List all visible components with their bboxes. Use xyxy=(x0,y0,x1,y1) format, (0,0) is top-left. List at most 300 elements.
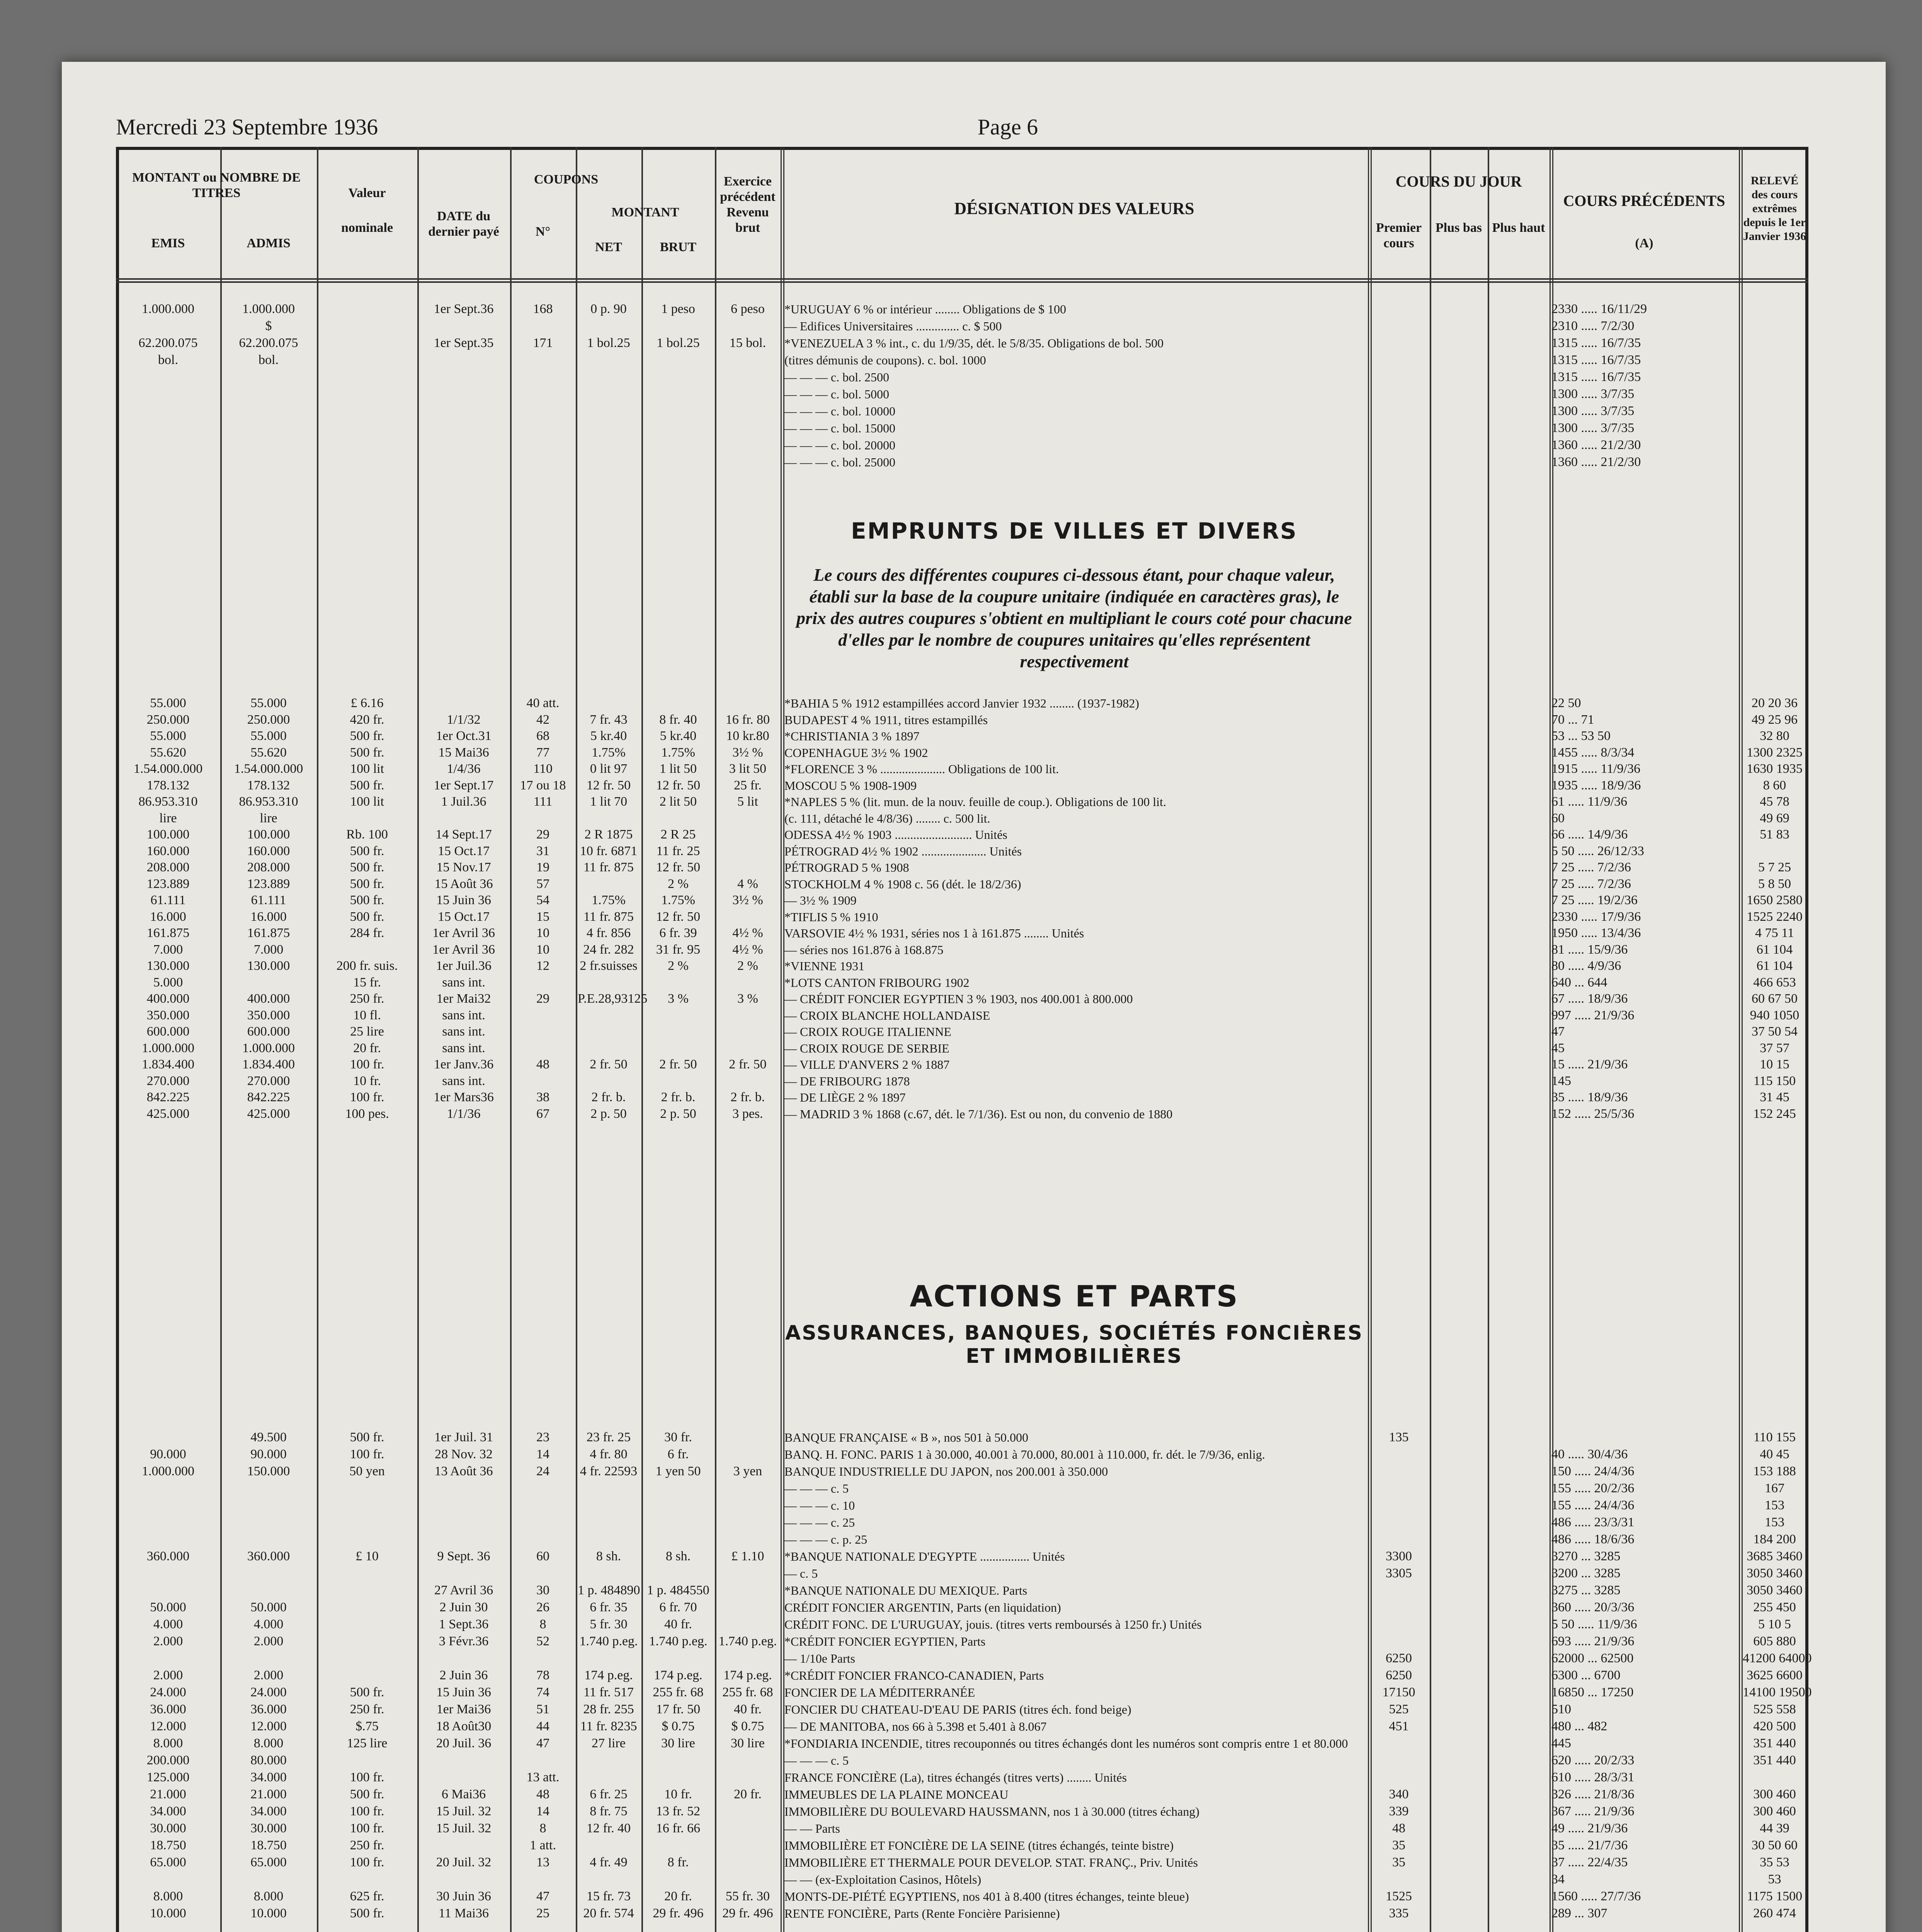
cell-date: 15 Nov.17 xyxy=(436,860,491,874)
cell-jour: 3305 xyxy=(1386,1566,1412,1580)
cell-date: sans int. xyxy=(442,1073,485,1088)
cell-rel: 351 440 xyxy=(1753,1736,1796,1750)
header-rule xyxy=(116,281,1808,283)
cell-admis: 1.54.000.000 xyxy=(234,762,303,776)
cell-prec: 7 25 ..... 7/2/36 xyxy=(1551,876,1631,891)
cell-emis: 16.000 xyxy=(150,909,186,924)
cell-val: 500 fr. xyxy=(350,778,384,793)
cell-val: 15 fr. xyxy=(353,975,381,990)
cell-des: — — — c. bol. 5000 xyxy=(784,387,890,401)
cell-emis: 125.000 xyxy=(146,1770,190,1784)
cell-date: 18 Août30 xyxy=(436,1719,492,1733)
header-no: N° xyxy=(535,224,551,239)
cell-admis: 65.000 xyxy=(250,1855,287,1869)
cell-prec: 360 ..... 20/3/36 xyxy=(1551,1600,1635,1614)
cell-prec: 1455 ..... 8/3/34 xyxy=(1551,745,1635,760)
cell-admis: 2.000 xyxy=(253,1668,284,1682)
cell-brut: 1.75% xyxy=(661,893,695,907)
cell-admis: 400.000 xyxy=(247,992,290,1006)
cell-no: 52 xyxy=(536,1634,549,1648)
cell-brut: 1 lit 50 xyxy=(659,762,697,776)
cell-prec: 486 ..... 18/6/36 xyxy=(1551,1532,1635,1546)
cell-rel: 40 45 xyxy=(1760,1447,1789,1461)
section-assurances: ASSURANCES, BANQUES, SOCIÉTÉS FONCIÈRES ET IMMOBILIÈRES xyxy=(785,1321,1363,1368)
cell-emis: 18.750 xyxy=(150,1838,186,1852)
cell-emis: lire xyxy=(159,811,177,825)
cell-prec: 3270 ... 3285 xyxy=(1551,1549,1621,1563)
cell-date: 1er Janv.36 xyxy=(434,1057,494,1071)
cell-des: — MADRID 3 % 1868 (c.67, dét. le 7/1/36). Est ou non, du convenio de 1880 xyxy=(784,1107,1173,1121)
cell-val: 500 fr. xyxy=(350,745,384,760)
cell-net: 11 fr. 517 xyxy=(583,1685,634,1699)
cell-emis: 123.889 xyxy=(146,876,190,891)
col-separator xyxy=(1430,147,1431,1932)
header-admis: ADMIS xyxy=(247,236,291,250)
cell-admis: 123.889 xyxy=(247,876,290,891)
cell-rev: 2 fr. b. xyxy=(730,1090,765,1104)
cell-admis: 360.000 xyxy=(247,1549,290,1563)
cell-des: *TIFLIS 5 % 1910 xyxy=(784,910,878,924)
cell-prec: 66 ..... 14/9/36 xyxy=(1551,827,1628,842)
cell-des: (c. 111, détaché le 4/8/36) ........ c. 500 lit. xyxy=(784,811,990,825)
header-cours-jour: COURS DU JOUR xyxy=(1395,173,1522,190)
cell-admis: bol. xyxy=(259,353,279,367)
cell-des: *FONDIARIA INCENDIE, titres recouponnés ou titres échangés dont les numéros sont compris entre 1 et 80.000 xyxy=(784,1736,1348,1750)
cell-emis: 360.000 xyxy=(146,1549,190,1563)
cell-emis: 50.000 xyxy=(150,1600,186,1614)
cell-date: 15 Juin 36 xyxy=(436,1685,491,1699)
cell-net: 20 fr. 574 xyxy=(583,1906,634,1920)
header-exercice: Exercice précédent Revenu brut xyxy=(720,174,776,235)
cell-date: 28 Nov. 32 xyxy=(435,1447,493,1461)
cell-val: 500 fr. xyxy=(350,876,384,891)
cell-prec: 1315 ..... 16/7/35 xyxy=(1551,336,1641,350)
cell-prec: 1315 ..... 16/7/35 xyxy=(1551,370,1641,384)
cell-brut: 2 R 25 xyxy=(660,827,696,842)
cell-date: 1er Juil. 31 xyxy=(434,1430,493,1444)
cell-rel: 466 653 xyxy=(1753,975,1796,990)
cell-admis: 150.000 xyxy=(247,1464,290,1478)
cell-prec: 62000 ... 62500 xyxy=(1551,1651,1634,1665)
cell-des: *BAHIA 5 % 1912 estampillées accord Janvier 1932 ........ (1937-1982) xyxy=(784,696,1140,710)
cell-no: 57 xyxy=(536,876,549,891)
cell-admis: 161.875 xyxy=(247,926,290,940)
cell-des: *NAPLES 5 % (lit. mun. de la nouv. feuille de coup.). Obligations de 100 lit. xyxy=(784,795,1166,809)
cell-no: 29 xyxy=(536,827,549,842)
cell-admis: 425.000 xyxy=(247,1106,290,1121)
cell-des: *BANQUE NATIONALE DU MEXIQUE. Parts xyxy=(784,1583,1027,1597)
cell-rev: 10 kr.80 xyxy=(726,729,769,743)
cell-emis: 34.000 xyxy=(150,1804,186,1818)
cell-admis: 10.000 xyxy=(250,1906,287,1920)
cell-rev: 30 lire xyxy=(731,1736,765,1750)
cell-des: — — — c. 5 xyxy=(784,1753,849,1767)
cell-brut: 13 fr. 52 xyxy=(656,1804,701,1818)
cell-date: 1 Juil.36 xyxy=(441,794,486,809)
cell-des: CRÉDIT FONCIER ARGENTIN, Parts (en liquidation) xyxy=(784,1600,1061,1614)
cell-rel: 37 50 54 xyxy=(1752,1024,1798,1039)
cell-rel: 32 80 xyxy=(1760,729,1789,743)
cell-jour: 135 xyxy=(1389,1430,1409,1444)
cell-date: 1er Oct.31 xyxy=(436,729,492,743)
cell-date: 15 Oct.17 xyxy=(437,844,490,858)
cell-rel: 260 474 xyxy=(1753,1906,1796,1920)
cell-rel: 44 39 xyxy=(1760,1821,1789,1835)
cell-emis: 4.000 xyxy=(153,1617,183,1631)
cell-net: 8 fr. 75 xyxy=(590,1804,628,1818)
cell-des: *CRÉDIT FONCIER EGYPTIEN, Parts xyxy=(784,1634,986,1648)
cell-jour: 17150 xyxy=(1382,1685,1415,1699)
cell-rel: 153 188 xyxy=(1753,1464,1796,1478)
cell-brut: 174 p.eg. xyxy=(654,1668,702,1682)
cell-prec: 1300 ..... 3/7/35 xyxy=(1551,387,1635,401)
cell-rel: 8 60 xyxy=(1763,778,1786,793)
cell-no: 12 xyxy=(536,959,549,973)
cell-des: — — — c. 25 xyxy=(784,1515,855,1529)
cell-rev: 25 fr. xyxy=(734,778,762,793)
cell-net: 15 fr. 73 xyxy=(586,1889,631,1903)
cell-brut: $ 0.75 xyxy=(662,1719,695,1733)
cell-des: (titres démunis de coupons). c. bol. 1000 xyxy=(784,353,986,367)
cell-net: 0 p. 90 xyxy=(590,302,627,316)
cell-brut: 17 fr. 50 xyxy=(656,1702,701,1716)
cell-net: 1 lit 70 xyxy=(590,794,628,809)
cell-date: 1er Sept.35 xyxy=(434,336,494,350)
cell-net: 5 fr. 30 xyxy=(590,1617,628,1631)
cell-brut: 16 fr. 66 xyxy=(656,1821,701,1835)
cell-emis: 24.000 xyxy=(150,1685,186,1699)
cell-brut: 3 % xyxy=(668,992,689,1006)
header-a: (A) xyxy=(1635,236,1653,250)
cell-brut: 12 fr. 50 xyxy=(656,778,701,793)
cell-emis: 90.000 xyxy=(150,1447,186,1461)
cell-admis: 55.620 xyxy=(250,745,287,760)
cell-date: 11 Mai36 xyxy=(438,1906,489,1920)
cell-admis: 62.200.075 xyxy=(239,336,298,350)
cell-brut: 6 fr. 70 xyxy=(659,1600,697,1614)
cell-rel: 20 20 36 xyxy=(1752,696,1798,710)
cell-net: 174 p.eg. xyxy=(584,1668,633,1682)
cell-date: 1/4/36 xyxy=(447,762,481,776)
cell-des: — VILLE D'ANVERS 2 % 1887 xyxy=(784,1058,950,1071)
cell-emis: 21.000 xyxy=(150,1787,186,1801)
cell-rel: 45 78 xyxy=(1760,794,1789,809)
cell-val: 25 lire xyxy=(350,1024,384,1039)
cell-date: 15 Juil. 32 xyxy=(436,1821,492,1835)
cell-admis: 30.000 xyxy=(250,1821,287,1835)
cell-rel: 420 500 xyxy=(1753,1719,1796,1733)
cell-emis: 100.000 xyxy=(146,827,190,842)
cell-emis: 55.000 xyxy=(150,696,186,710)
cell-no: 8 xyxy=(539,1617,546,1631)
cell-jour: 3300 xyxy=(1386,1549,1412,1563)
header-date: DATE du dernier payé xyxy=(428,209,499,239)
cell-no: 48 xyxy=(536,1787,549,1801)
cell-emis: 10.000 xyxy=(150,1906,186,1920)
cell-emis: 55.000 xyxy=(150,729,186,743)
cell-admis: 61.111 xyxy=(251,893,286,907)
cell-brut: 20 fr. xyxy=(664,1889,692,1903)
cell-des: — — — c. p. 25 xyxy=(784,1532,867,1546)
cell-prec: 53 ... 53 50 xyxy=(1551,729,1611,743)
cell-no: 77 xyxy=(536,745,549,760)
cell-rel: 10 15 xyxy=(1760,1057,1789,1071)
cell-rel: 525 558 xyxy=(1753,1702,1796,1716)
cell-rel: 49 25 96 xyxy=(1752,712,1798,727)
cell-des: BUDAPEST 4 % 1911, titres estampillés xyxy=(784,713,988,727)
cell-rev: 40 fr. xyxy=(734,1702,762,1716)
cell-admis: 2.000 xyxy=(253,1634,284,1648)
cell-rel: 153 xyxy=(1765,1498,1784,1512)
cell-admis: 100.000 xyxy=(247,827,290,842)
cell-no: 29 xyxy=(536,992,549,1006)
cell-rel: 14100 19500 xyxy=(1743,1685,1812,1699)
col-separator xyxy=(220,147,222,1932)
cell-admis: 1.000.000 xyxy=(242,1041,295,1055)
cell-emis: 12.000 xyxy=(150,1719,186,1733)
cell-admis: 49.500 xyxy=(250,1430,287,1444)
header-coupons: COUPONS xyxy=(534,172,599,187)
col-separator xyxy=(1739,147,1743,1932)
cell-prec: 1915 ..... 11/9/36 xyxy=(1551,762,1641,776)
cell-emis: 7.000 xyxy=(153,942,183,957)
header-cours-precedents: COURS PRÉCÉDENTS xyxy=(1563,192,1725,209)
cell-rel: 351 440 xyxy=(1753,1753,1796,1767)
cell-rel: 37 57 xyxy=(1760,1041,1789,1055)
cell-rev: 5 lit xyxy=(737,794,758,809)
cell-rev: 3½ % xyxy=(732,745,763,760)
cell-admis: 8.000 xyxy=(253,1889,284,1903)
cell-net: 4 fr. 49 xyxy=(590,1855,628,1869)
cell-rev: 4½ % xyxy=(732,926,763,940)
cell-admis: 21.000 xyxy=(250,1787,287,1801)
cell-no: 23 xyxy=(536,1430,549,1444)
cell-des: MONTS-DE-PIÉTÉ EGYPTIENS, nos 401 à 8.400 (titres échanges, teinte bleue) xyxy=(784,1889,1189,1903)
cell-no: 14 xyxy=(536,1447,549,1461)
cell-prec: 34 xyxy=(1551,1872,1565,1886)
cell-brut: 5 kr.40 xyxy=(660,729,697,743)
cell-prec: 37 ..... 22/4/35 xyxy=(1551,1855,1628,1869)
cell-no: 111 xyxy=(533,794,553,809)
cell-date: 1er Sept.17 xyxy=(434,778,494,793)
cell-val: 10 fl. xyxy=(353,1008,381,1022)
cell-jour: 525 xyxy=(1389,1702,1409,1716)
cell-brut: 1 peso xyxy=(661,302,695,316)
cell-date: 13 Août 36 xyxy=(434,1464,493,1478)
cell-no: 31 xyxy=(536,844,549,858)
cell-brut: 30 lire xyxy=(661,1736,695,1750)
cell-rev: 1.740 p.eg. xyxy=(718,1634,777,1648)
cell-des: IMMOBILIÈRE ET THERMALE POUR DEVELOP. STAT. FRANÇ., Priv. Unités xyxy=(784,1855,1198,1869)
cell-des: — — — c. bol. 25000 xyxy=(784,455,896,469)
cell-rev: 3 pes. xyxy=(732,1106,763,1121)
cell-prec: 15 ..... 21/9/36 xyxy=(1551,1057,1628,1071)
cell-des: PÉTROGRAD 4½ % 1902 ..................... Unités xyxy=(784,844,1022,858)
cell-prec: 61 ..... 11/9/36 xyxy=(1551,794,1628,809)
header-nominale: nominale xyxy=(341,221,393,235)
cell-rel: 3625 6600 xyxy=(1747,1668,1803,1682)
cell-des: FONCIER DU CHATEAU-D'EAU DE PARIS (titres éch. fond beige) xyxy=(784,1702,1131,1716)
cell-no: 25 xyxy=(536,1906,549,1920)
cell-des: — — — c. 10 xyxy=(784,1498,855,1512)
header-net: NET xyxy=(595,240,622,254)
cell-rev: 2 % xyxy=(737,959,758,973)
cell-net: 2 fr.suisses xyxy=(580,959,638,973)
cell-date: 1er Mai32 xyxy=(436,992,491,1006)
cell-des: PÉTROGRAD 5 % 1908 xyxy=(784,861,909,874)
cell-des: VARSOVIE 4½ % 1931, séries nos 1 à 161.875 ........ Unités xyxy=(784,926,1084,940)
cell-net: 5 kr.40 xyxy=(590,729,627,743)
cell-emis: 160.000 xyxy=(146,844,190,858)
cell-des: — 1/10e Parts xyxy=(784,1651,856,1665)
cell-des: FRANCE FONCIÈRE (La), titres échangés (titres verts) ........ Unités xyxy=(784,1770,1127,1784)
cell-date: 3 Févr.36 xyxy=(439,1634,489,1648)
cell-emis: 1.000.000 xyxy=(142,1464,194,1478)
cell-des: STOCKHOLM 4 % 1908 c. 56 (dét. le 18/2/36) xyxy=(784,877,1021,891)
cell-emis: 270.000 xyxy=(146,1073,190,1088)
cell-rev: 3½ % xyxy=(732,893,763,907)
cell-no: 110 xyxy=(533,762,553,776)
cell-val: 200 fr. suis. xyxy=(336,959,398,973)
cell-rel: 3050 3460 xyxy=(1747,1566,1803,1580)
cell-val: 100 fr. xyxy=(350,1090,384,1104)
cell-admis: 55.000 xyxy=(250,729,287,743)
cell-prec: 693 ..... 21/9/36 xyxy=(1551,1634,1635,1648)
cell-date: 1/1/32 xyxy=(447,712,481,727)
cell-prec: 35 ..... 18/9/36 xyxy=(1551,1090,1628,1104)
cell-val: $.75 xyxy=(355,1719,379,1733)
cell-prec: 81 ..... 15/9/36 xyxy=(1551,942,1628,957)
header-montant: MONTANT ou NOMBRE DE TITRES xyxy=(132,170,301,200)
cell-no: 74 xyxy=(536,1685,549,1699)
cell-brut: 255 fr. 68 xyxy=(653,1685,704,1699)
cell-emis: 208.000 xyxy=(146,860,190,874)
cell-prec: 6300 ... 6700 xyxy=(1551,1668,1621,1682)
cell-admis: 270.000 xyxy=(247,1073,290,1088)
cell-net: 11 fr. 8235 xyxy=(580,1719,637,1733)
cell-net: 4 fr. 22593 xyxy=(580,1464,638,1478)
cell-date: 20 Juil. 32 xyxy=(436,1855,492,1869)
cell-val: 100 fr. xyxy=(350,1804,384,1818)
cell-rev: 4½ % xyxy=(732,942,763,957)
cell-no: 47 xyxy=(536,1889,549,1903)
cell-des: — — Parts xyxy=(784,1821,840,1835)
cell-rel: 61 104 xyxy=(1756,959,1793,973)
cell-prec: 367 ..... 21/9/36 xyxy=(1551,1804,1635,1818)
cell-prec: 7 25 ..... 7/2/36 xyxy=(1551,860,1631,874)
cell-prec: 70 ... 71 xyxy=(1551,712,1594,727)
cell-des: — — (ex-Exploitation Casinos, Hôtels) xyxy=(784,1872,981,1886)
cell-net: 12 fr. 50 xyxy=(586,778,631,793)
cell-date: 1er Avril 36 xyxy=(432,926,495,940)
cell-admis: 18.750 xyxy=(250,1838,287,1852)
cell-date: 6 Mai36 xyxy=(441,1787,486,1801)
cell-val: 125 lire xyxy=(347,1736,388,1750)
cell-admis: 250.000 xyxy=(247,712,290,727)
cell-brut: 12 fr. 50 xyxy=(656,909,701,924)
cell-net: 1.740 p.eg. xyxy=(579,1634,638,1648)
header-rule xyxy=(116,278,1808,280)
cell-des: ODESSA 4½ % 1903 ......................... Unités xyxy=(784,828,1007,842)
cell-jour: 451 xyxy=(1389,1719,1409,1733)
cell-prec: 40 ..... 30/4/36 xyxy=(1551,1447,1628,1461)
cell-admis: 12.000 xyxy=(250,1719,287,1733)
cell-val: 100 lit xyxy=(350,762,384,776)
cell-net: 2 R 1875 xyxy=(584,827,633,842)
cell-emis: 62.200.075 xyxy=(138,336,198,350)
cell-emis: 36.000 xyxy=(150,1702,186,1716)
cell-jour: 35 xyxy=(1392,1855,1405,1869)
header-plus-bas: Plus bas xyxy=(1436,221,1482,235)
cell-prec: 445 xyxy=(1551,1736,1571,1750)
cell-jour: 35 xyxy=(1392,1838,1405,1852)
cell-brut: 29 fr. 496 xyxy=(653,1906,704,1920)
cell-prec: 1300 ..... 3/7/35 xyxy=(1551,421,1635,435)
cell-admis: 178.132 xyxy=(247,778,290,793)
cell-no: 47 xyxy=(536,1736,549,1750)
cell-rel: 51 83 xyxy=(1760,827,1789,842)
cell-admis: 16.000 xyxy=(250,909,287,924)
cell-val: 284 fr. xyxy=(350,926,384,940)
cell-net: 2 fr. 50 xyxy=(590,1057,628,1071)
cell-date: 14 Sept.17 xyxy=(435,827,492,842)
cell-emis: 178.132 xyxy=(146,778,190,793)
cell-prec: 155 ..... 24/4/36 xyxy=(1551,1498,1635,1512)
cell-rev: 255 fr. 68 xyxy=(722,1685,773,1699)
header-brut: BRUT xyxy=(660,240,697,254)
cell-val: 50 yen xyxy=(349,1464,385,1478)
cell-brut: 2 p. 50 xyxy=(660,1106,696,1121)
cell-date: sans int. xyxy=(442,1041,485,1055)
cell-date: 2 Juin 30 xyxy=(439,1600,488,1614)
header-premier: Premier cours xyxy=(1376,221,1422,250)
cell-rel: 255 450 xyxy=(1753,1600,1796,1614)
cell-rev: 29 fr. 496 xyxy=(722,1906,773,1920)
cell-prec: 155 ..... 20/2/36 xyxy=(1551,1481,1635,1495)
cell-prec: 5 50 ..... 26/12/33 xyxy=(1551,844,1644,858)
cell-admis: 4.000 xyxy=(253,1617,284,1631)
cell-des: — DE FRIBOURG 1878 xyxy=(784,1074,910,1088)
cell-val: 500 fr. xyxy=(350,893,384,907)
cell-no: 51 xyxy=(536,1702,549,1716)
cell-date: sans int. xyxy=(442,1008,485,1022)
cell-no: 40 att. xyxy=(526,696,560,710)
cell-date: 1er Mai36 xyxy=(436,1702,491,1716)
cell-rev: 20 fr. xyxy=(734,1787,762,1801)
cell-val: £ 10 xyxy=(355,1549,379,1563)
cell-rev: $ 0.75 xyxy=(731,1719,764,1733)
cell-admis: 34.000 xyxy=(250,1804,287,1818)
cell-des: — Edifices Universitaires .............. c. $ 500 xyxy=(784,319,1002,333)
cell-net: 11 fr. 875 xyxy=(583,860,634,874)
cell-brut: 2 % xyxy=(668,876,689,891)
cell-admis: 350.000 xyxy=(247,1008,290,1022)
cell-admis: 80.000 xyxy=(250,1753,287,1767)
section-actions: ACTIONS ET PARTS xyxy=(910,1279,1239,1313)
cell-date: sans int. xyxy=(442,1024,485,1039)
cell-val: 100 fr. xyxy=(350,1057,384,1071)
cell-prec: 80 ..... 4/9/36 xyxy=(1551,959,1621,973)
cell-no: 14 xyxy=(536,1804,549,1818)
cell-val: £ 6.16 xyxy=(350,696,384,710)
cell-prec: 7 25 ..... 19/2/36 xyxy=(1551,893,1638,907)
cell-rel: 49 69 xyxy=(1760,811,1789,825)
cell-rel: 5 7 25 xyxy=(1758,860,1791,874)
cell-rev: 6 peso xyxy=(731,302,765,316)
cell-emis: 1.000.000 xyxy=(142,1041,194,1055)
cell-rel: 3685 3460 xyxy=(1747,1549,1803,1563)
cell-prec: 1300 ..... 3/7/35 xyxy=(1551,404,1635,418)
